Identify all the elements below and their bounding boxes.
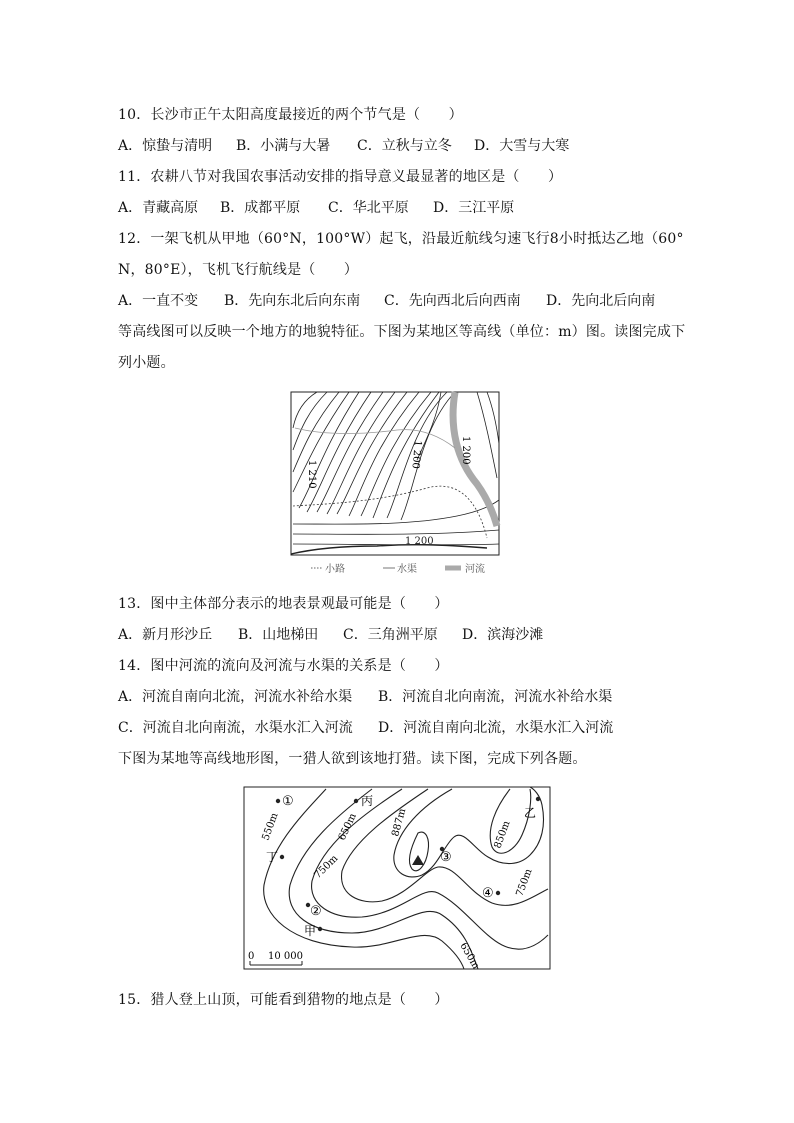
intro1-line1: 等高线图可以反映一个地方的地貌特征。下图为某地区等高线（单位：m）图。读图完成下	[118, 324, 686, 340]
q11-option-c: C．华北平原	[328, 200, 409, 216]
contour-label-887: 887m	[390, 807, 409, 838]
point-3-label: ③	[440, 850, 452, 865]
point-bing-label: 丙	[361, 794, 374, 808]
q11-option-d: D．三江平原	[433, 200, 515, 216]
q13-option-b: B．山地梯田	[238, 627, 319, 643]
intro1-line2: 列小题。	[118, 355, 175, 371]
contour-figure-2-svg	[242, 785, 552, 971]
figure-1-label-1200c: 1 200	[405, 536, 434, 547]
q12-stem-line1: 12．一架飞机从甲地（60°N，100°W）起飞，沿最近航线匀速飞行8小时抵达乙地（60°	[118, 231, 684, 247]
point-4-label: ④	[482, 886, 494, 901]
legend-canal-label: 水渠	[397, 564, 417, 575]
contour-label-650b: 650m	[457, 941, 482, 971]
point-2-label: ②	[310, 904, 322, 919]
q10-stem: 10．长沙市正午太阳高度最接近的两个节气是（ ）	[118, 107, 463, 123]
point-jia-label: 甲	[304, 924, 317, 938]
q10-option-c: C．立秋与立冬	[357, 138, 452, 154]
q14-option-a: A．河流自南向北流，河流水补给水渠	[118, 689, 353, 705]
contour-figure-1-svg	[287, 388, 503, 578]
contour-figure-1	[287, 388, 503, 578]
q11-stem: 11．农耕八节对我国农事活动安排的指导意义最显著的地区是（ ）	[118, 169, 563, 185]
point-ding-label: 丁	[266, 850, 279, 864]
contour-label-850: 850m	[492, 819, 513, 851]
q11-option-a: A．青藏高原	[118, 200, 199, 216]
q12-option-d: D．先向北后向南	[546, 293, 656, 309]
q12-option-a: A．一直不变	[118, 293, 199, 309]
q14-option-b: B．河流自北向南流，河流水补给水渠	[378, 689, 613, 705]
point-yi-label: 乙	[524, 806, 537, 820]
legend-river-label: 河流	[465, 564, 485, 575]
contour-label-750b: 750m	[514, 867, 535, 899]
legend-path-label: 小路	[325, 564, 345, 575]
scale-label-10000: 10 000	[268, 951, 303, 962]
q14-stem: 14．图中河流的流向及河流与水渠的关系是（ ）	[118, 658, 449, 674]
contour-label-750a: 750m	[312, 853, 341, 882]
q10-option-b: B．小满与大暑	[236, 138, 331, 154]
contour-figure-2	[242, 785, 552, 971]
intro2-line1: 下图为某地等高线地形图，一猎人欲到该地打猎。读下图，完成下列各题。	[118, 751, 587, 767]
q13-stem: 13．图中主体部分表示的地表景观最可能是（ ）	[118, 596, 449, 612]
figure-1-label-1210: 1 210	[306, 460, 317, 489]
q13-option-a: A．新月形沙丘	[118, 627, 213, 643]
figure-1-label-1200a: 1 200	[409, 439, 423, 470]
figure-1-label-1200b: 1 200	[460, 436, 471, 465]
q13-option-c: C．三角洲平原	[343, 627, 438, 643]
point-1-label: ①	[282, 794, 294, 809]
q14-option-d: D．河流自南向北流，水渠水汇入河流	[378, 720, 614, 736]
q14-option-c: C．河流自北向南流，水渠水汇入河流	[118, 720, 353, 736]
q13-option-d: D．滨海沙滩	[462, 627, 544, 643]
scale-label-0: 0	[248, 951, 255, 962]
q12-option-c: C．先向西北后向西南	[384, 293, 521, 309]
contour-label-550: 550m	[260, 811, 281, 843]
q15-stem: 15．猎人登上山顶，可能看到猎物的地点是（ ）	[118, 992, 449, 1008]
q10-option-d: D．大雪与大寒	[474, 138, 570, 154]
q12-stem-line2: N，80°E），飞机飞行航线是（ ）	[118, 262, 359, 278]
q11-option-b: B．成都平原	[220, 200, 301, 216]
q12-option-b: B．先向东北后向东南	[224, 293, 361, 309]
q10-option-a: A．惊蛰与清明	[118, 138, 213, 154]
contour-label-650a: 650m	[336, 811, 359, 843]
